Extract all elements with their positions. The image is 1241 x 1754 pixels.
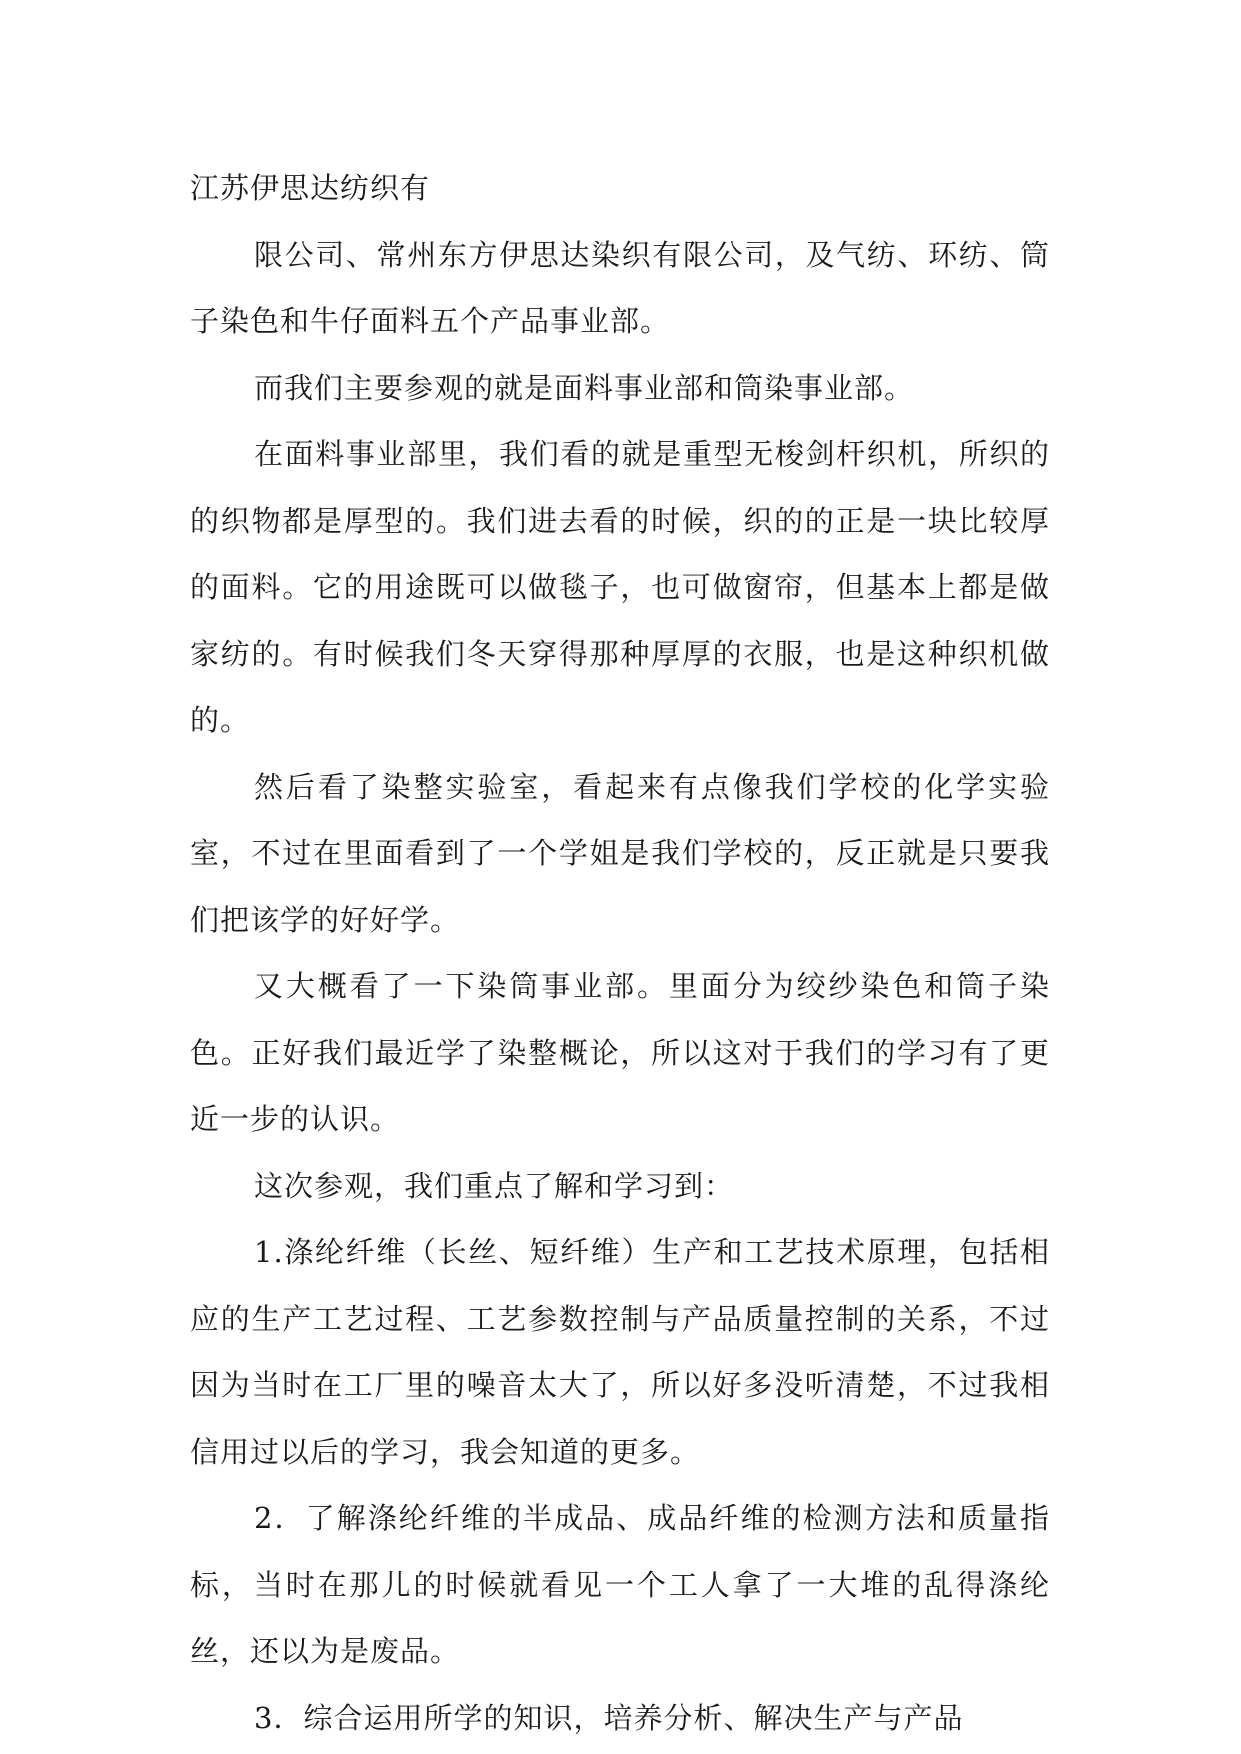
paragraph-learning-point-3: 3．综合运用所学的知识，培养分析、解决生产与产品: [254, 1700, 964, 1735]
paragraph-learning-point-1: 1.涤纶纤维（长丝、短纤维）生产和工艺技术原理，包括相应的生产工艺过程、工艺参数控制与产品质量控制的关系，不过因为当时在工厂里的噪音太大了，所以好多没听清楚，不过我相信用过以后的学习，我会知道的更多。: [190, 1235, 1050, 1469]
paragraph-fabric-division: 在面料事业部里，我们看的就是重型无梭剑杆织机，所织的的织物都是厚型的。我们进去看的时候，织的的正是一块比较厚的面料。它的用途既可以做毯子，也可做窗帘，但基本上都是做家纺的。有时候我们冬天穿得那种厚厚的衣服，也是这种织机做的。: [190, 437, 1050, 737]
paragraph-learning-point-2: 2．了解涤纶纤维的半成品、成品纤维的检测方法和质量指标，当时在那儿的时候就看见一个工人拿了一大堆的乱得涤纶丝，还以为是废品。: [190, 1501, 1050, 1668]
paragraph-dyeing-division: 又大概看了一下染筒事业部。里面分为绞纱染色和筒子染色。正好我们最近学了染整概论，所以这对于我们的学习有了更近一步的认识。: [190, 969, 1050, 1136]
paragraph-dyeing-lab: 然后看了染整实验室，看起来有点像我们学校的化学实验室，不过在里面看到了一个学姐是我们学校的，反正就是只要我们把该学的好好学。: [190, 769, 1050, 937]
paragraph-company-name: 江苏伊思达纺织有: [190, 171, 431, 205]
paragraph-visit-focus: 而我们主要参观的就是面料事业部和筒染事业部。: [254, 370, 915, 405]
paragraph-learning-intro: 这次参观，我们重点了解和学习到：: [254, 1168, 735, 1203]
document-body: [190, 155, 1050, 1751]
paragraph-company-divisions: 限公司、常州东方伊思达染织有限公司，及气纺、环纺、筒子染色和牛仔面料五个产品事业部。: [190, 237, 1050, 338]
